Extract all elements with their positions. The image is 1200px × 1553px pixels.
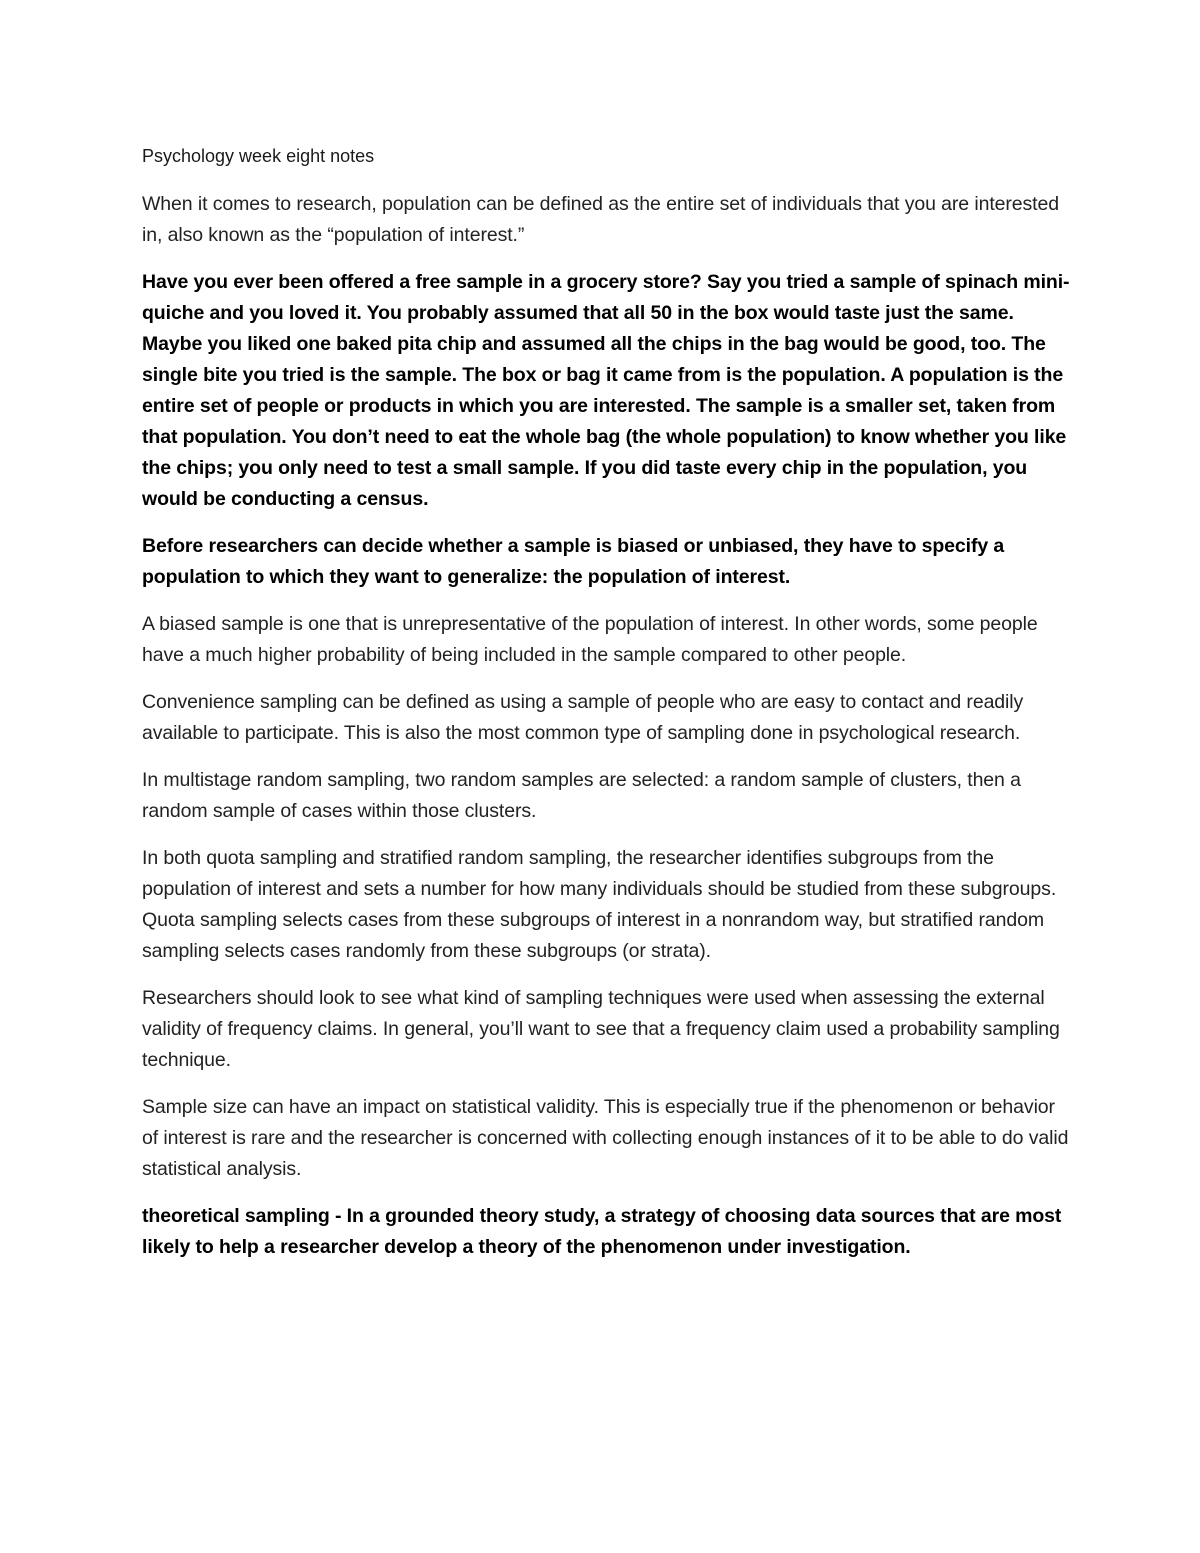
- document-body: [142, 143, 1072, 1279]
- paragraph-population-of-interest: Before researchers can decide whether a sample is biased or unbiased, they have to specify a population to which they want to generalize: the population of interest.: [142, 535, 1005, 588]
- paragraph-multistage-sampling: In multistage random sampling, two random samples are selected: a random sample of clusters, then a random sample of cases within those clusters.: [142, 769, 1021, 822]
- paragraph-free-sample: Have you ever been offered a free sample in a grocery store? Say you tried a sample of spinach mini-quiche and you loved it. You probably assumed that all 50 in the box would taste just the same. Maybe you liked one baked pita chip and assumed all the chips in the bag would be good, too. The single bite you tried is the sample. The box or bag it came from is the population. A population is the entire set of people or products in which you are interested. The sample is a smaller set, taken from that population. You don’t need to eat the whole bag (the whole population) to know whether you like the chips; you only need to test a small sample. If you did taste every chip in the population, you would be conducting a census.: [142, 271, 1070, 510]
- paragraph-population: When it comes to research, population can be defined as the entire set of individuals that you are interested in, also known as the “population of interest.”: [142, 193, 1059, 246]
- paragraph-sample-size: Sample size can have an impact on statistical validity. This is especially true if the phenomenon or behavior of interest is rare and the researcher is concerned with collecting enough instances of it to be able to do valid statistical analysis.: [142, 1096, 1069, 1180]
- paragraph-external-validity: Researchers should look to see what kind of sampling techniques were used when assessing the external validity of frequency claims. In general, you’ll want to see that a frequency claim used a probability sampling technique.: [142, 987, 1060, 1071]
- paragraph-quota-stratified: In both quota sampling and stratified random sampling, the researcher identifies subgroups from the population of interest and sets a number for how many individuals should be studied from these subgroups. Quota sampling selects cases from these subgroups of interest in a nonrandom way, but stratified random sampling selects cases randomly from these subgroups (or strata).: [142, 847, 1057, 962]
- paragraph-biased-sample: A biased sample is one that is unrepresentative of the population of interest. In other words, some people have a much higher probability of being included in the sample compared to other people.: [142, 613, 1038, 666]
- paragraph-theoretical-sampling: theoretical sampling - In a grounded theory study, a strategy of choosing data sources that are most likely to help a researcher develop a theory of the phenomenon under investigation.: [142, 1205, 1062, 1258]
- document-title: Psychology week eight notes: [142, 146, 375, 166]
- paragraph-convenience-sampling: Convenience sampling can be defined as using a sample of people who are easy to contact and readily available to participate. This is also the most common type of sampling done in psychological research.: [142, 691, 1024, 744]
